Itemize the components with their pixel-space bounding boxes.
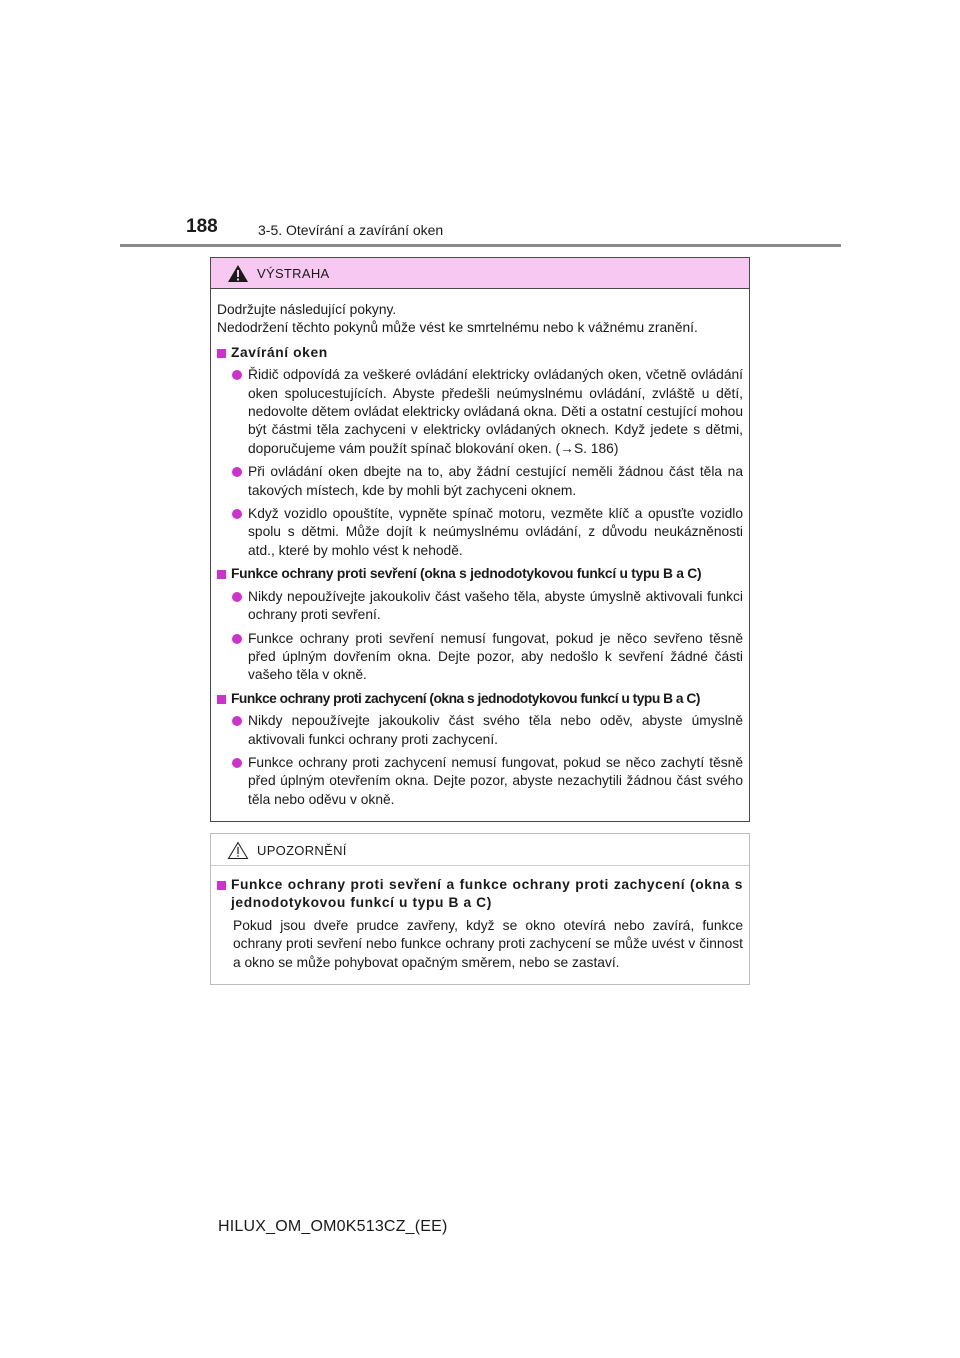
list-item-text: Nikdy nepoužívejte jakoukoliv část vašeho těla, abyste úmyslně aktivovali funkci ochrany proti sevření. [248, 588, 743, 623]
topic-heading [217, 876, 743, 913]
topic-heading-text: Funkce ochrany proti sevření a funkce ochrany proti zachycení (okna s jednodotykovou funkcí u typu B a C) [231, 877, 743, 911]
list-item-text: Funkce ochrany proti zachycení nemusí fungovat, pokud se něco zachytí těsně před úplným otevřením okna. Dejte pozor, abyste nezachytili žádnou část svého těla nebo oděvu v okně. [248, 754, 743, 807]
circle-bullet-icon [232, 467, 242, 477]
topic-heading-text: Funkce ochrany proti sevření (okna s jednodotykovou funkcí u typu B a C) [231, 566, 702, 582]
notice-header [211, 834, 749, 866]
list-item [232, 505, 743, 560]
square-bullet-icon [217, 695, 226, 704]
topic-heading [217, 344, 743, 362]
list-item [232, 712, 743, 749]
warning-intro [217, 301, 743, 338]
document-code: HILUX_OM_OM0K513CZ_(EE) [218, 1218, 448, 1235]
warning-triangle-icon [227, 264, 249, 283]
topic-heading-text: Funkce ochrany proti zachycení (okna s jednodotykovou funkcí u typu B a C) [231, 690, 700, 706]
list-item [232, 754, 743, 809]
circle-bullet-icon [232, 634, 242, 644]
square-bullet-icon [217, 570, 226, 579]
list-item-text: Řidič odpovídá za veškeré ovládání elektricky ovládaných oken, včetně ovládání oken spolucestujících. Abyste předešli neúmyslnému ovládání, zvláště u dětí, nedovolte dětem ovládat elektricky ovládaná okna. Děti a ostatní cestující mohou být částmi těla zachyceni v elektricky ovládaných oknech. Když jedete s dětmi, doporučujeme vám použít spínač blokování oken. (→S. 186) [248, 367, 743, 456]
list-item [232, 630, 743, 685]
header-rule [120, 244, 841, 247]
list-item [232, 366, 743, 458]
page-number: 188 [186, 216, 218, 237]
list-item [232, 588, 743, 625]
square-bullet-icon [217, 349, 226, 358]
square-bullet-icon [217, 881, 226, 890]
topic-heading [217, 565, 743, 583]
warning-box [210, 257, 750, 822]
notice-paragraph: Pokud jsou dveře prudce zavřeny, když se okno otevírá nebo zavírá, funkce ochrany proti sevření nebo funkce ochrany proti zachycení se může uvést v činnost a okno se může pohybovat opačným směrem, nebo se zastaví. [233, 917, 743, 970]
caution-triangle-icon [227, 841, 249, 860]
list-item [232, 463, 743, 500]
circle-bullet-icon [232, 509, 242, 519]
warning-title: VÝSTRAHA [257, 265, 330, 281]
topic-heading [217, 690, 743, 708]
notice-title: UPOZORNĚNÍ [257, 842, 347, 858]
list-item-text: Funkce ochrany proti sevření nemusí fungovat, pokud je něco sevřeno těsně před úplným dovřením okna. Dejte pozor, aby nedošlo k sevření žádné části vašeho těla v okně. [248, 630, 743, 683]
warning-intro-line: Nedodržení těchto pokynů může vést ke smrtelnému nebo k vážnému zranění. [217, 320, 698, 336]
topic-heading-text: Zavírání oken [231, 344, 328, 360]
notice-box [210, 833, 750, 985]
warning-body [211, 289, 749, 809]
list-item-text: Při ovládání oken dbejte na to, aby žádní cestující neměli žádnou část těla na takových místech, kde by mohli být zachyceni oknem. [248, 464, 743, 498]
list-item-text: Nikdy nepoužívejte jakoukoliv část svého těla nebo oděv, abyste úmyslně aktivovali funkci ochrany proti zachycení. [248, 713, 743, 747]
circle-bullet-icon [232, 716, 242, 726]
warning-header [211, 258, 749, 289]
circle-bullet-icon [232, 370, 242, 380]
notice-body [211, 866, 749, 972]
list-item-text: Když vozidlo opouštíte, vypněte spínač motoru, vezměte klíč a opusťte vozidlo spolu s dětmi. Může dojít k neúmyslnému ovládání, z důvodu neukázněnosti atd., které by mohlo vést k nehodě. [248, 506, 743, 558]
section-title: 3-5. Otevírání a zavírání oken [258, 222, 444, 238]
warning-intro-line: Dodržujte následující pokyny. [217, 302, 397, 317]
circle-bullet-icon [232, 592, 242, 602]
circle-bullet-icon [232, 758, 242, 768]
